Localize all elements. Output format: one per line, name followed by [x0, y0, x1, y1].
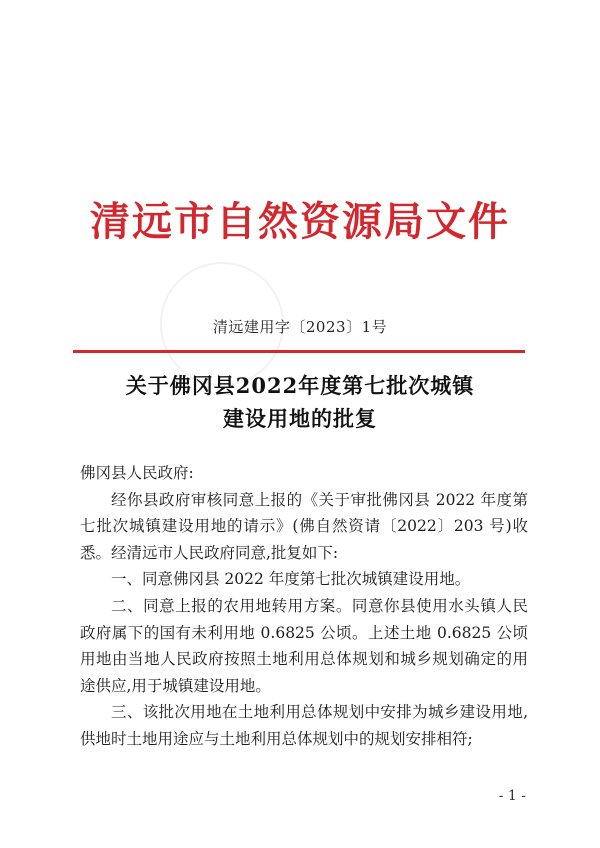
paragraph-item-1: 一、同意佛冈县 2022 年度第七批次城镇建设用地。 [111, 570, 471, 589]
document-title-line-2: 建设用地的批复 [223, 406, 377, 431]
document-body [80, 460, 528, 753]
document-number: 清远建用字〔2023〕1号 [212, 318, 388, 336]
paragraph-item-2: 二、同意上报的农用地转用方案。同意你县使用水头镇人民政府属下的国有未利用地 0.6825 公顷。上述土地 0.6825 公顷用地由当地人民政府按照土地利用总体规划和城乡规划确定的用途供应,用于城镇建设用地。 [80, 596, 528, 695]
page-number: - 1 - [498, 788, 526, 804]
paragraph-intro: 经你县政府审核同意上报的《关于审批佛冈县 2022 年度第七批次城镇建设用地的请示》(佛自然资请〔2022〕203 号)收悉。经清远市人民政府同意,批复如下: [80, 490, 528, 562]
salutation: 佛冈县人民政府: [80, 464, 194, 482]
paragraph-item-3: 三、该批次用地在土地利用总体规划中安排为城乡建设用地,供地时土地用途应与土地利用总体规划中的规划安排相符; [80, 703, 528, 748]
red-divider-line [73, 350, 525, 353]
issuing-authority-header: 清远市自然资源局文件 [90, 198, 510, 245]
document-title-line-1: 关于佛冈县2022年度第七批次城镇 [125, 373, 475, 398]
